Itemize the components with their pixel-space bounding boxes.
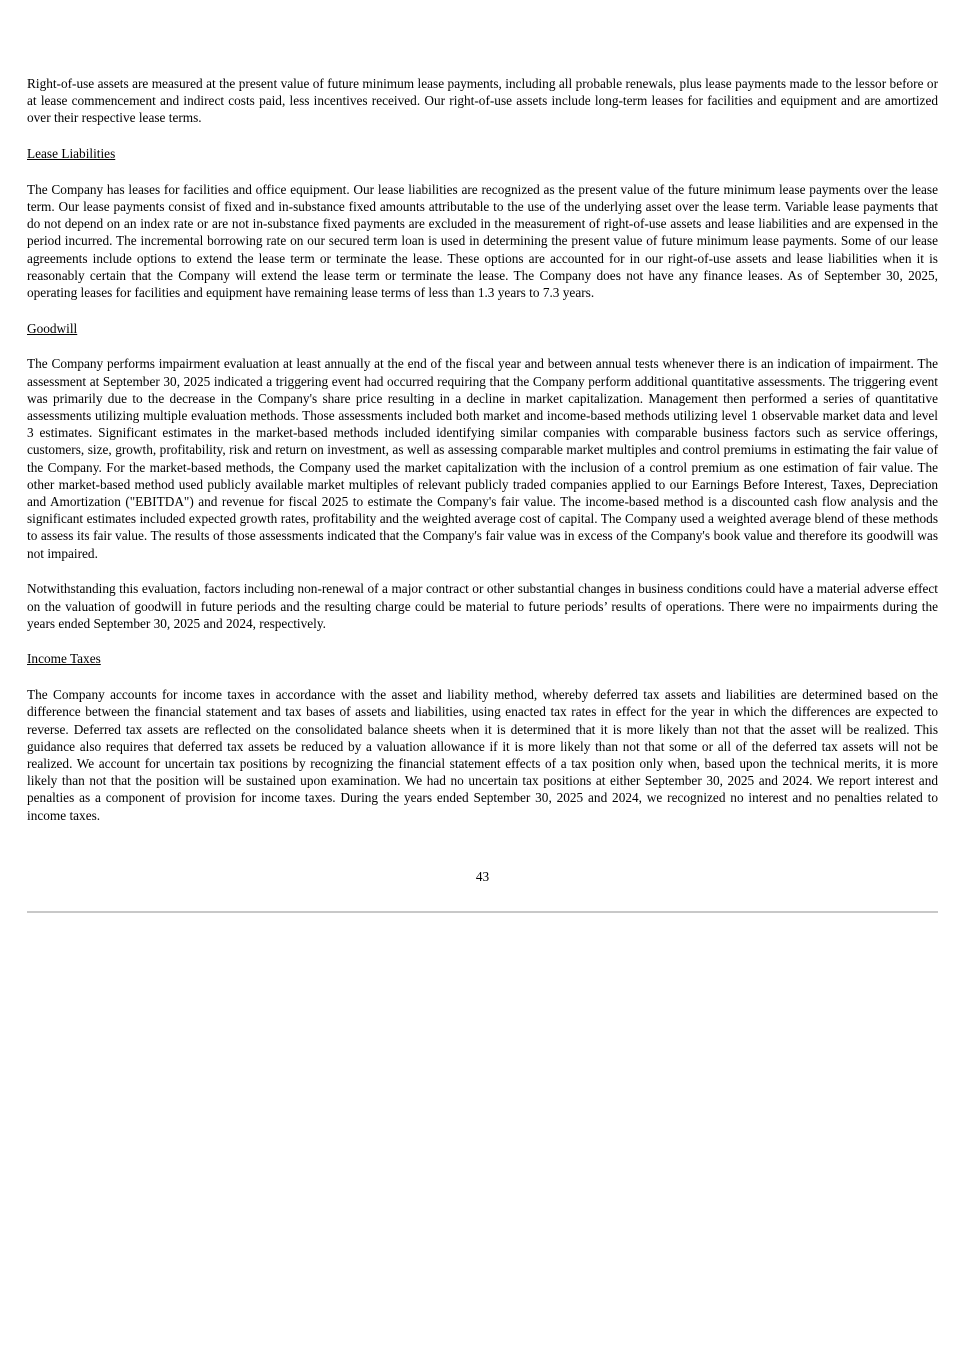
document-body — [27, 75, 938, 824]
paragraph-lease-liabilities: The Company has leases for facilities and office equipment. Our lease liabilities are recognized as the present value of the future minimum lease payments over the lease term. Our lease payments consist of fixed and in-substance fixed amounts attributable to the use of the underlying asset over the lease term. Variable lease payments that do not depend on an index rate or are not in-substance fixed payments are excluded in the measurement of right-of-use assets and lease liabilities and are expensed in the period incurred. The incremental borrowing rate on our secured term loan is used in determining the present value of future minimum lease payments. Some of our lease agreements include options to extend the lease term or terminate the lease. These options are accounted for in our right-of-use assets and lease liabilities when it is reasonably certain that the Company will extend the lease term or terminate the lease. The Company does not have any finance leases. As of September 30, 2025, operating leases for facilities and equipment have remaining lease terms of less than 1.3 years to 7.3 years. — [27, 181, 938, 301]
heading-goodwill: Goodwill — [27, 320, 78, 336]
page-number: 43 — [475, 869, 490, 884]
spacer — [27, 162, 938, 181]
paragraph-goodwill-notwithstanding: Notwithstanding this evaluation, factors including non-renewal of a major contract or other substantial changes in business conditions could have a material adverse effect on the valuation of goodwill in future periods and the resulting charge could be material to future periods’ results of operations. There were no impairments during the years ended September 30, 2025 and 2024, respectively. — [27, 581, 938, 631]
paragraph-right-of-use-assets: Right-of-use assets are measured at the present value of future minimum lease payments, including all probable renewals, plus lease payments made to the lessor before or at lease commencement and indirect costs paid, less incentives received. Our right-of-use assets include long-term leases for facilities and equipment and are amortized over their respective lease terms. — [27, 76, 938, 126]
heading-income-taxes: Income Taxes — [27, 651, 101, 667]
spacer — [27, 668, 938, 687]
spacer — [27, 632, 938, 651]
paragraph-income-taxes: The Company accounts for income taxes in accordance with the asset and liability method, whereby deferred tax assets and liabilities are determined based on the difference between the financial statement and tax bases of assets and liabilities, using enacted tax rates in effect for the year in which the differences are expected to reverse. Deferred tax assets are reflected on the consolidated balance sheets when it is determined that it is more likely than not that the asset will be realized. This guidance also requires that deferred tax assets be reduced by a valuation allowance if it is more likely than not that some or all of the deferred tax assets will not be realized. We account for uncertain tax positions by recognizing the financial statement effects of a tax position only when, based upon the technical merits, it is more likely than not that the position will be sustained upon examination. We had no uncertain tax positions at either September 30, 2025 and 2024. We report interest and penalties as a component of provision for income taxes. During the years ended September 30, 2025 and 2024, we recognized no interest and no penalties related to income taxes. — [27, 687, 938, 823]
spacer — [27, 127, 938, 146]
spacer — [27, 301, 938, 320]
spacer — [27, 562, 938, 581]
spacer — [27, 337, 938, 356]
page-divider — [27, 911, 938, 913]
heading-lease-liabilities: Lease Liabilities — [27, 146, 116, 162]
paragraph-goodwill-evaluation: The Company performs impairment evaluation at least annually at the end of the fiscal year and between annual tests whenever there is an indication of impairment. The assessment at September 30, 2025 indicated a triggering event had occurred requiring that the Company perform additional quantitative assessments. The triggering event was primarily due to the decrease in the Company's share price resulting in a decline in market capitalization. Management then performed a series of quantitative assessments utilizing multiple evaluation methods. Those assessments included both market and income-based methods utilizing level 1 observable market data and level 3 estimates. Significant estimates in the market-based methods included identifying similar companies with comparable business factors such as service offerings, customers, size, growth, profitability, risk and return on investment, as well as assessing comparable market multiples and control premiums in estimating the fair value of the Company. For the market-based methods, the Company used the market capitalization with the inclusion of a control premium as one estimation of fair value. The other market-based method used publicly available market multiples of relevant publicly traded companies applied to our Earnings Before Interest, Taxes, Depreciation and Amortization ("EBITDA") and revenue for fiscal 2025 to estimate the Company's fair value. The income-based method is a discounted cash flow analysis and the significant estimates included expected growth rates, profitability and the weighted average cost of capital. The Company used a weighted average blend of these methods to assess its fair value. The results of those assessments indicated that the Company's fair value was in excess of the Company's book value and therefore its goodwill was not impaired. — [27, 356, 938, 561]
